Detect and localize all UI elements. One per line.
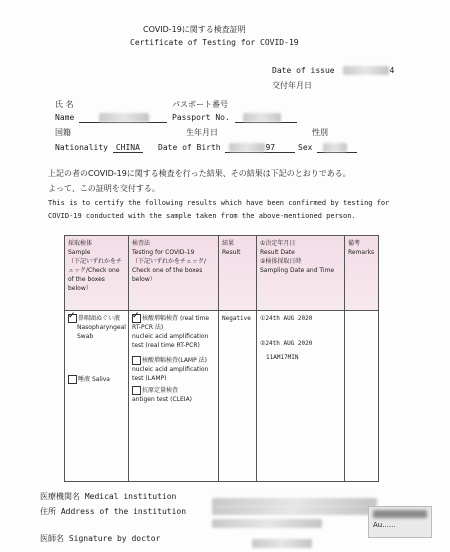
sex-label-jp: 性別 bbox=[312, 128, 328, 137]
method-3-jp: 抗原定量検査 bbox=[142, 387, 179, 394]
redacted-sex bbox=[323, 143, 347, 152]
redacted-address-line-1 bbox=[212, 506, 372, 515]
sample-1-en: Nasopharyngeal Swab bbox=[77, 324, 126, 340]
cell-method bbox=[129, 311, 219, 482]
redacted-name bbox=[99, 113, 149, 122]
redacted-date bbox=[343, 66, 389, 75]
redacted-doctor bbox=[252, 533, 312, 541]
header-method bbox=[129, 236, 219, 311]
method-1-en-a: (real time RT-PCR 法) bbox=[132, 315, 210, 331]
dob-value-line bbox=[225, 143, 295, 153]
stamp-ink bbox=[373, 510, 427, 518]
header-method-jp: 検査法 bbox=[132, 240, 151, 247]
sampling-date-prefix: ② bbox=[260, 340, 266, 347]
header-result bbox=[219, 236, 257, 311]
sampling-date bbox=[260, 339, 341, 348]
institution-row bbox=[40, 491, 176, 502]
authentication-stamp bbox=[368, 506, 432, 538]
sample-2-en: Saliva bbox=[91, 376, 110, 383]
statement-en-2: COVID-19 conducted with the sample taken from the above-mentioned person. bbox=[48, 212, 356, 220]
header-result-jp: 結果 bbox=[222, 240, 235, 247]
result-date bbox=[260, 314, 341, 323]
doctor-label-en: Signature by doctor bbox=[68, 534, 161, 543]
date-of-issue-label-jp: 交付年月日 bbox=[272, 81, 312, 90]
nationality-field bbox=[55, 143, 143, 153]
redacted-doctor-blur bbox=[252, 539, 312, 548]
sex-value-line bbox=[317, 143, 357, 153]
date-of-issue-label: Date of issue bbox=[272, 66, 335, 75]
header-sample-note: （下記いずれかをチェック/Check one of the boxes below） bbox=[68, 258, 123, 292]
method-2-jp: 核酸増幅検査(LAMP 法) bbox=[142, 357, 207, 364]
doctor-row bbox=[40, 533, 160, 544]
table-header-row bbox=[65, 236, 379, 311]
date-of-issue-value: 4 bbox=[389, 66, 395, 75]
method-1-jp: 核酸増幅検査 bbox=[142, 315, 179, 322]
redacted-address-line-2 bbox=[212, 519, 322, 528]
method-2-en: nucleic acid amplification test (LAMP) bbox=[132, 366, 209, 382]
statement-jp-1: 上記の者のCOVID-19に関する検査を行った結果、その結果は下記のとおりである。 bbox=[48, 169, 351, 178]
nationality-label-en: Nationality bbox=[55, 143, 108, 152]
results-table bbox=[64, 235, 379, 482]
method-3-checkbox[interactable] bbox=[132, 386, 141, 395]
sample-option-1 bbox=[68, 314, 125, 323]
redacted-address bbox=[212, 506, 372, 528]
sample-option-2 bbox=[68, 375, 125, 384]
doctor-label-jp: 医師名 bbox=[40, 534, 64, 543]
institution-label-en: Medical institution bbox=[84, 492, 177, 501]
header-sample-jp: 採取検体 bbox=[68, 240, 93, 247]
method-3-en: antigen test (CLEIA) bbox=[132, 396, 193, 403]
result-date-prefix: ① bbox=[260, 315, 266, 322]
dob-value: 97 bbox=[265, 143, 276, 152]
stamp-text: Au...... bbox=[373, 521, 396, 529]
method-option-3 bbox=[132, 386, 215, 395]
sample-1-jp: 鼻咽頭ぬぐい液 bbox=[78, 315, 121, 322]
cell-remarks bbox=[345, 311, 379, 482]
sample-2-checkbox[interactable] bbox=[68, 375, 77, 384]
header-method-en: Testing for COVID-19 bbox=[132, 249, 195, 256]
header-method-note-en: Check one of the boxes below） bbox=[132, 267, 203, 283]
header-method-note-jp: （下記いずれかをチェック/ bbox=[132, 258, 206, 265]
header-remarks bbox=[345, 236, 379, 311]
cell-result bbox=[219, 311, 257, 482]
address-row bbox=[40, 506, 186, 517]
statement-en-1: This is to certify the following results which have been confirmed by testing for bbox=[48, 199, 390, 207]
header-remarks-en: Remarks bbox=[348, 249, 375, 256]
redacted-dob bbox=[229, 143, 265, 152]
dob-label-jp: 生年月日 bbox=[186, 128, 218, 137]
name-label-en: Name bbox=[55, 113, 75, 122]
redacted-institution bbox=[212, 492, 377, 501]
table-row bbox=[65, 311, 379, 482]
header-date-en-1: Result Date bbox=[260, 249, 295, 256]
sampling-time: 11AM17MIN bbox=[266, 354, 299, 361]
header-date-jp-2: ②検体採取日時 bbox=[260, 258, 302, 265]
passport-label-en: Passport No. bbox=[172, 113, 230, 122]
cell-sample bbox=[65, 311, 129, 482]
passport-value-line bbox=[235, 113, 297, 123]
sample-2-jp: 唾液 bbox=[78, 376, 91, 383]
method-1-en-b: nucleic acid amplification test (real time RT-PCR) bbox=[132, 333, 209, 349]
title-en: Certificate of Testing for COVID-19 bbox=[130, 38, 299, 47]
dob-label-en: Date of Birth bbox=[158, 143, 221, 152]
nationality-value: CHINA bbox=[113, 143, 143, 153]
header-date-jp-1: ①決定年月日 bbox=[260, 240, 296, 247]
sampling-date-value: 24th AUG 2020 bbox=[265, 340, 313, 347]
dob-field bbox=[158, 143, 295, 153]
header-sample bbox=[65, 236, 129, 311]
method-option-1 bbox=[132, 314, 215, 332]
method-option-2 bbox=[132, 356, 215, 365]
method-2-checkbox[interactable] bbox=[132, 356, 141, 365]
header-sample-en: Sample bbox=[68, 249, 91, 256]
statement-jp-2: よって、この証明を交付する。 bbox=[48, 184, 160, 193]
header-date bbox=[257, 236, 345, 311]
result-value: Negative bbox=[222, 315, 251, 322]
sex-field bbox=[298, 143, 357, 153]
sex-label-en: Sex bbox=[298, 143, 313, 152]
passport-label-jp: パスポート番号 bbox=[172, 100, 228, 109]
header-remarks-jp: 備考 bbox=[348, 240, 361, 247]
address-label-en: Address of the institution bbox=[60, 507, 187, 516]
nationality-label-jp: 国籍 bbox=[55, 128, 71, 137]
date-of-issue bbox=[272, 66, 394, 75]
method-1-checkbox[interactable] bbox=[132, 314, 141, 323]
passport-field bbox=[172, 113, 297, 123]
name-field bbox=[55, 113, 167, 123]
header-result-en: Result bbox=[222, 249, 241, 256]
address-label-jp: 住所 bbox=[40, 507, 56, 516]
sample-1-checkbox[interactable] bbox=[68, 314, 77, 323]
name-label-jp: 氏 名 bbox=[55, 100, 74, 109]
redacted-passport bbox=[243, 113, 281, 122]
cell-date bbox=[257, 311, 345, 482]
header-date-en-2: Sampling Date and Time bbox=[260, 267, 335, 274]
name-value-line bbox=[79, 113, 167, 123]
title-jp: COVID-19に関する検査証明 bbox=[143, 25, 246, 34]
institution-label-jp: 医療機関名 bbox=[40, 492, 80, 501]
result-date-value: 24th AUG 2020 bbox=[265, 315, 313, 322]
